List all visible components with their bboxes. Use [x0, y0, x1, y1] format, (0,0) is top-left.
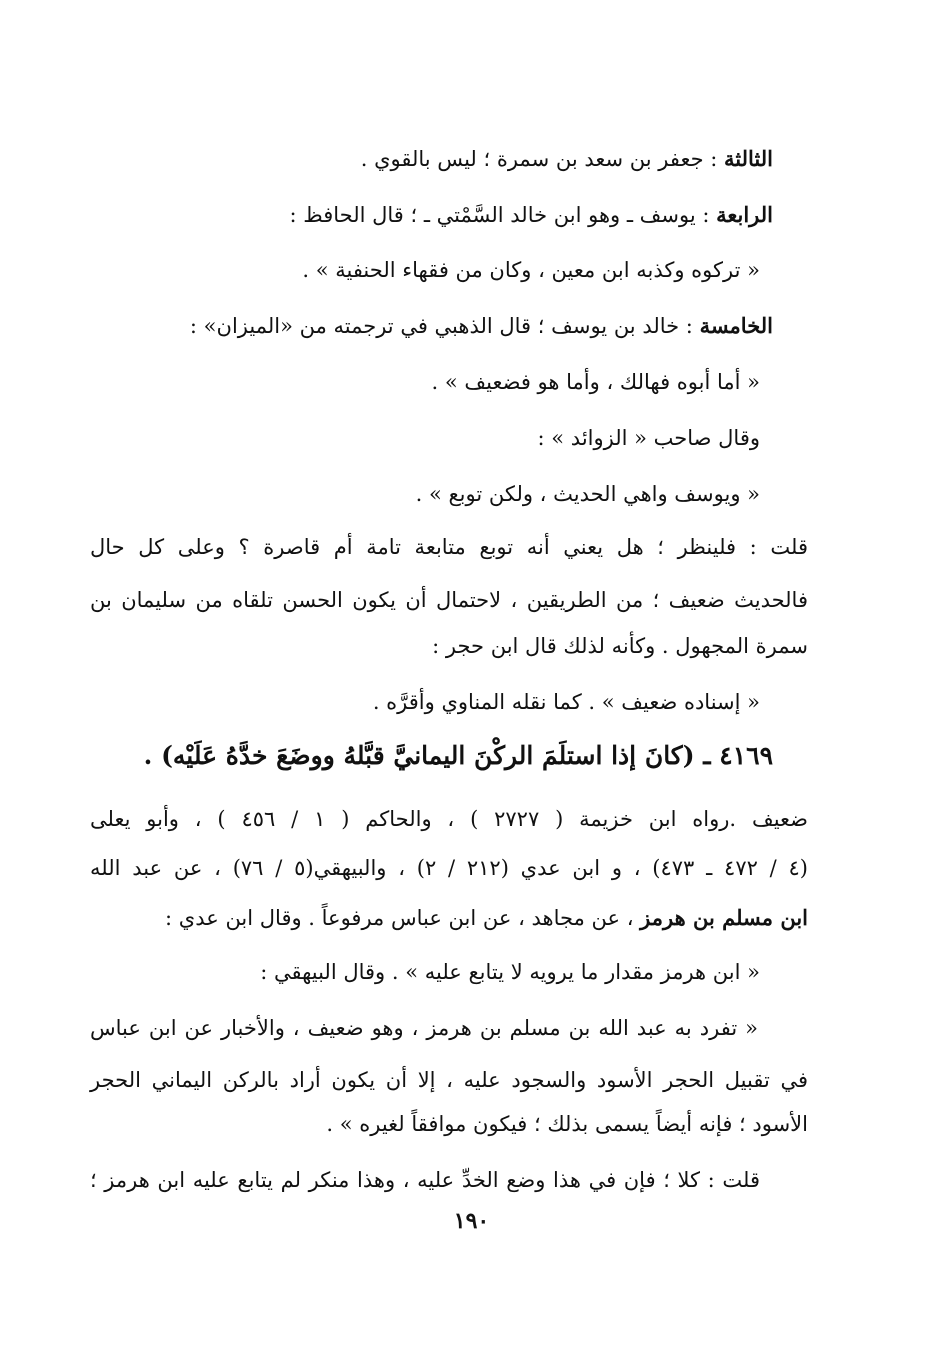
qult-final: قلت : كلا ؛ فإن في هذا وضع الخدِّ عليه ، وهذا منكر لم يتابع عليه ابن هرمز ؛ — [90, 1168, 760, 1192]
qult-line-3: سمرة المجهول . وكأنه لذلك قال ابن حجر : — [432, 634, 808, 658]
text-fourth: : يوسف ـ وهو ابن خالد السَّمْتي ـ ؛ قال الحافظ : — [289, 203, 717, 227]
label-third: الثالثة — [724, 146, 773, 171]
qult-line-1: قلت : فلينظر ؛ هل يعني أنه توبع متابعة تامة أم قاصرة ؟ وعلى كل حال — [90, 535, 808, 559]
qult-line-2: فالحديث ضعيف ؛ من الطريقين ، لاحتمال أن يكون الحسن تلقاه من سليمان بن — [90, 588, 808, 612]
takhrij-line-1: ضعيف .رواه ابن خزيمة ( ٢٧٢٧ ) ، والحاكم ( ١ / ٤٥٦ ) ، وأبو يعلى — [90, 807, 808, 831]
quote-fifth: « أما أبوه فهالك ، وأما هو فضعيف » . — [431, 370, 760, 394]
hadith-heading — [144, 740, 773, 772]
hadith-text: ـ (كانَ إذا استلَمَ الركْنَ اليمانيَّ قبَّلهُ ووضَعَ خدَّهُ عَلَيْه) . — [143, 741, 720, 770]
narrator-name: ابن مسلم بن هرمز — [640, 905, 808, 930]
bayhaqi-line-1: « تفرد به عبد الله بن مسلم بن هرمز ، وهو ضعيف ، والأخبار عن ابن عباس — [90, 1016, 758, 1040]
quote-fourth: « تركوه وكذبه ابن معين ، وكان من فقهاء الحنفية » . — [302, 258, 760, 282]
text-third: : جعفر بن سعد بن سمرة ؛ ليس بالقوي . — [360, 147, 725, 171]
paragraph-third — [361, 143, 773, 175]
paragraph-fourth — [290, 199, 773, 231]
hadith-number: ٤١٦٩ — [719, 741, 773, 770]
zawaid-quote: « ويوسف واهي الحديث ، ولكن توبع » . — [415, 482, 760, 506]
paragraph-fifth — [190, 310, 773, 342]
label-fourth: الرابعة — [716, 202, 773, 227]
bayhaqi-line-2: في تقبيل الحجر الأسود والسجود عليه ، إلا أن يكون أراد بالركن اليماني الحجر — [90, 1068, 808, 1092]
zawaid-intro: وقال صاحب « الزوائد » : — [537, 426, 760, 450]
bayhaqi-line-3: الأسود ؛ فإنه أيضاً يسمى بذلك ؛ فيكون موافقاً لغيره » . — [326, 1112, 808, 1136]
label-fifth: الخامسة — [699, 313, 773, 338]
takhrij-line-3 — [165, 902, 808, 934]
text-fifth: : خالد بن يوسف ؛ قال الذهبي في ترجمته من «الميزان» : — [189, 314, 700, 338]
takhrij-line-3-rest: ، عن مجاهد ، عن ابن عباس مرفوعاً . وقال ابن عدي : — [165, 906, 641, 930]
takhrij-line-2: (٤ / ٤٧٢ ـ ٤٧٣) ، و ابن عدي (٢١٢ / ٢) ، والبيهقي(٥ / ٧٦) ، عن عبد الله — [90, 856, 808, 880]
isnad-quote: « إسناده ضعيف » . كما نقله المناوي وأقرَّه . — [372, 690, 760, 714]
page-number: ١٩٠ — [453, 1208, 490, 1234]
ibn-adi-quote: « ابن هرمز مقدار ما يرويه لا يتابع عليه » . وقال البيهقي : — [260, 960, 760, 984]
